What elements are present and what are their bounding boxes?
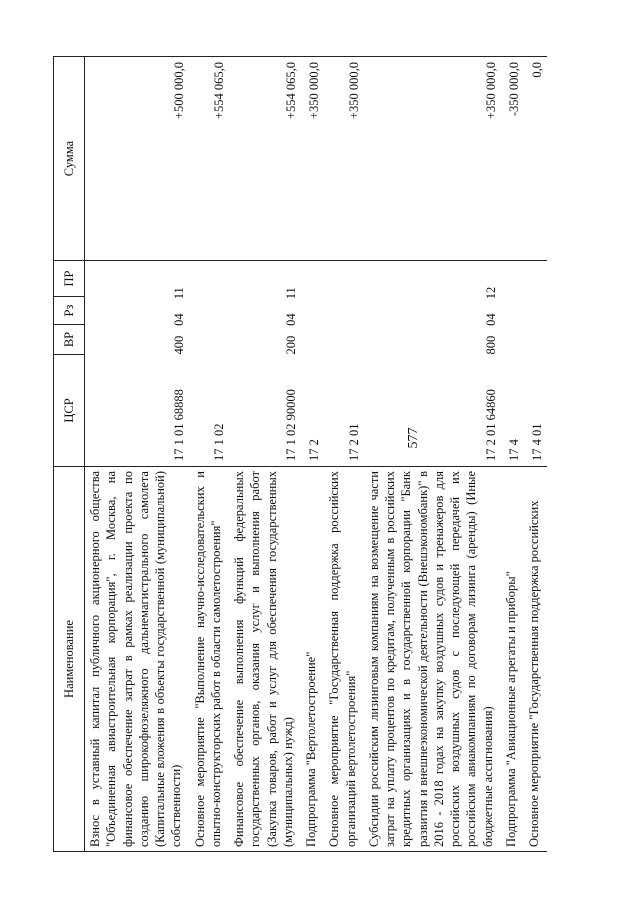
row-vr xyxy=(306,326,322,355)
row-name: Основное мероприятие "Государственная поддержка российских xyxy=(524,467,547,852)
row-name: Финансовое обеспечение выполнения функций федеральных государственных органов, оказания услуг и выполнения работ (Закупка товаров, работ и услуг для обеспечения государственных (муниципальных) нужд) xyxy=(229,467,301,852)
row-csr: 17 1 02 xyxy=(211,423,226,461)
row-csr: 17 1 01 68888 xyxy=(172,389,187,461)
row-vr xyxy=(529,326,545,355)
row-pr: 11 xyxy=(172,287,187,300)
row-codes xyxy=(85,261,190,467)
table-row xyxy=(85,57,190,852)
row-codes xyxy=(324,261,364,467)
header-sum: Сумма xyxy=(54,57,85,261)
row-sum: +554 065,0 xyxy=(190,57,230,261)
budget-table xyxy=(53,56,547,852)
row-rz: 04 xyxy=(172,313,187,326)
row-codes xyxy=(364,261,501,467)
row-csr: 17 4 01 xyxy=(530,423,544,461)
table-row xyxy=(229,57,301,852)
row-pr xyxy=(529,265,545,299)
table-row xyxy=(364,57,501,852)
table-row xyxy=(324,57,364,852)
row-rz: 04 xyxy=(483,313,498,326)
header-csr: ЦСР xyxy=(54,355,85,467)
table-header-row xyxy=(54,57,85,852)
row-rz: 04 xyxy=(283,313,298,326)
row-vr: 200 xyxy=(283,335,298,355)
table-row xyxy=(301,57,324,852)
row-name: Подпрограмма "Авиационные агрегаты и приборы" xyxy=(501,467,524,852)
page-number: 577 xyxy=(406,427,421,449)
row-codes xyxy=(229,261,301,467)
table-row xyxy=(190,57,230,852)
row-csr: 17 2 xyxy=(307,439,321,461)
row-csr: 17 2 01 xyxy=(346,423,361,461)
row-name: Субсидии российским лизинговым компаниям на возмещение части затрат на уплату процентов по кредитам, полученным в российских кредитных организациях и в государственной корпорации "Банк развития и внешнеэкономической деятельности (Внешэкономбанк)" в 2016 - 2018 годах на закупку воздушных судов и тренажеров для российских воздушных судов с последующей передачей их российским авиакомпаниям по договорам лизинга (аренды) (Иные бюджетные ассигнования) xyxy=(364,467,501,852)
row-rz xyxy=(306,299,322,326)
row-pr xyxy=(346,265,362,299)
row-vr xyxy=(346,326,362,355)
row-sum: -350 000,0 xyxy=(501,57,524,261)
rotated-page-content xyxy=(53,57,588,852)
row-vr: 400 xyxy=(172,335,187,355)
header-pr: ПР xyxy=(54,261,85,297)
table-row xyxy=(501,57,524,852)
row-codes xyxy=(190,261,230,467)
row-csr: 17 2 01 64860 xyxy=(483,389,498,461)
row-rz xyxy=(529,299,545,326)
row-name: Основное мероприятие "Выполнение научно-исследовательских и опытно-конструкторских работ в области самолетостроения" xyxy=(190,467,230,852)
table-row xyxy=(524,57,547,852)
row-sum: +500 000,0 xyxy=(85,57,190,261)
row-rz xyxy=(211,299,227,326)
row-pr xyxy=(306,265,322,299)
row-pr: 12 xyxy=(483,286,498,300)
row-rz xyxy=(506,299,522,326)
header-vr: ВР xyxy=(54,325,85,355)
row-rz xyxy=(346,299,362,326)
row-sum: 0,0 xyxy=(524,57,547,261)
row-sum: +350 000,0 xyxy=(324,57,364,261)
row-vr: 800 xyxy=(483,335,498,355)
row-csr: 17 1 02 90000 xyxy=(283,389,298,461)
row-vr xyxy=(211,326,227,355)
row-codes xyxy=(524,261,547,467)
header-name: Наименование xyxy=(54,467,85,852)
row-name: Подпрограмма "Вертолетостроение" xyxy=(301,467,324,852)
row-csr: 17 4 xyxy=(506,439,521,461)
row-sum: +350 000,0 xyxy=(364,57,501,261)
header-rz: Рз xyxy=(54,297,85,325)
row-pr xyxy=(211,265,227,299)
row-codes xyxy=(301,261,324,467)
row-pr xyxy=(506,265,522,299)
row-vr xyxy=(506,326,522,355)
row-name: Основное мероприятие "Государственная поддержка российских организаций вертолетостроения" xyxy=(324,467,364,852)
row-pr: 11 xyxy=(283,287,298,300)
row-codes xyxy=(501,261,524,467)
row-sum: +554 065,0 xyxy=(229,57,301,261)
row-name: Взнос в уставный капитал публичного акционерного общества "Объединенная авиастроительная корпорация", г. Москва, на финансовое обеспечение затрат в рамках реализации проекта по созданию широкофюзеляжного дальнемагистрального самолета (Капитальные вложения в объекты государственной (муниципальной) собственности) xyxy=(85,467,190,852)
row-sum: +350 000,0 xyxy=(301,57,324,261)
